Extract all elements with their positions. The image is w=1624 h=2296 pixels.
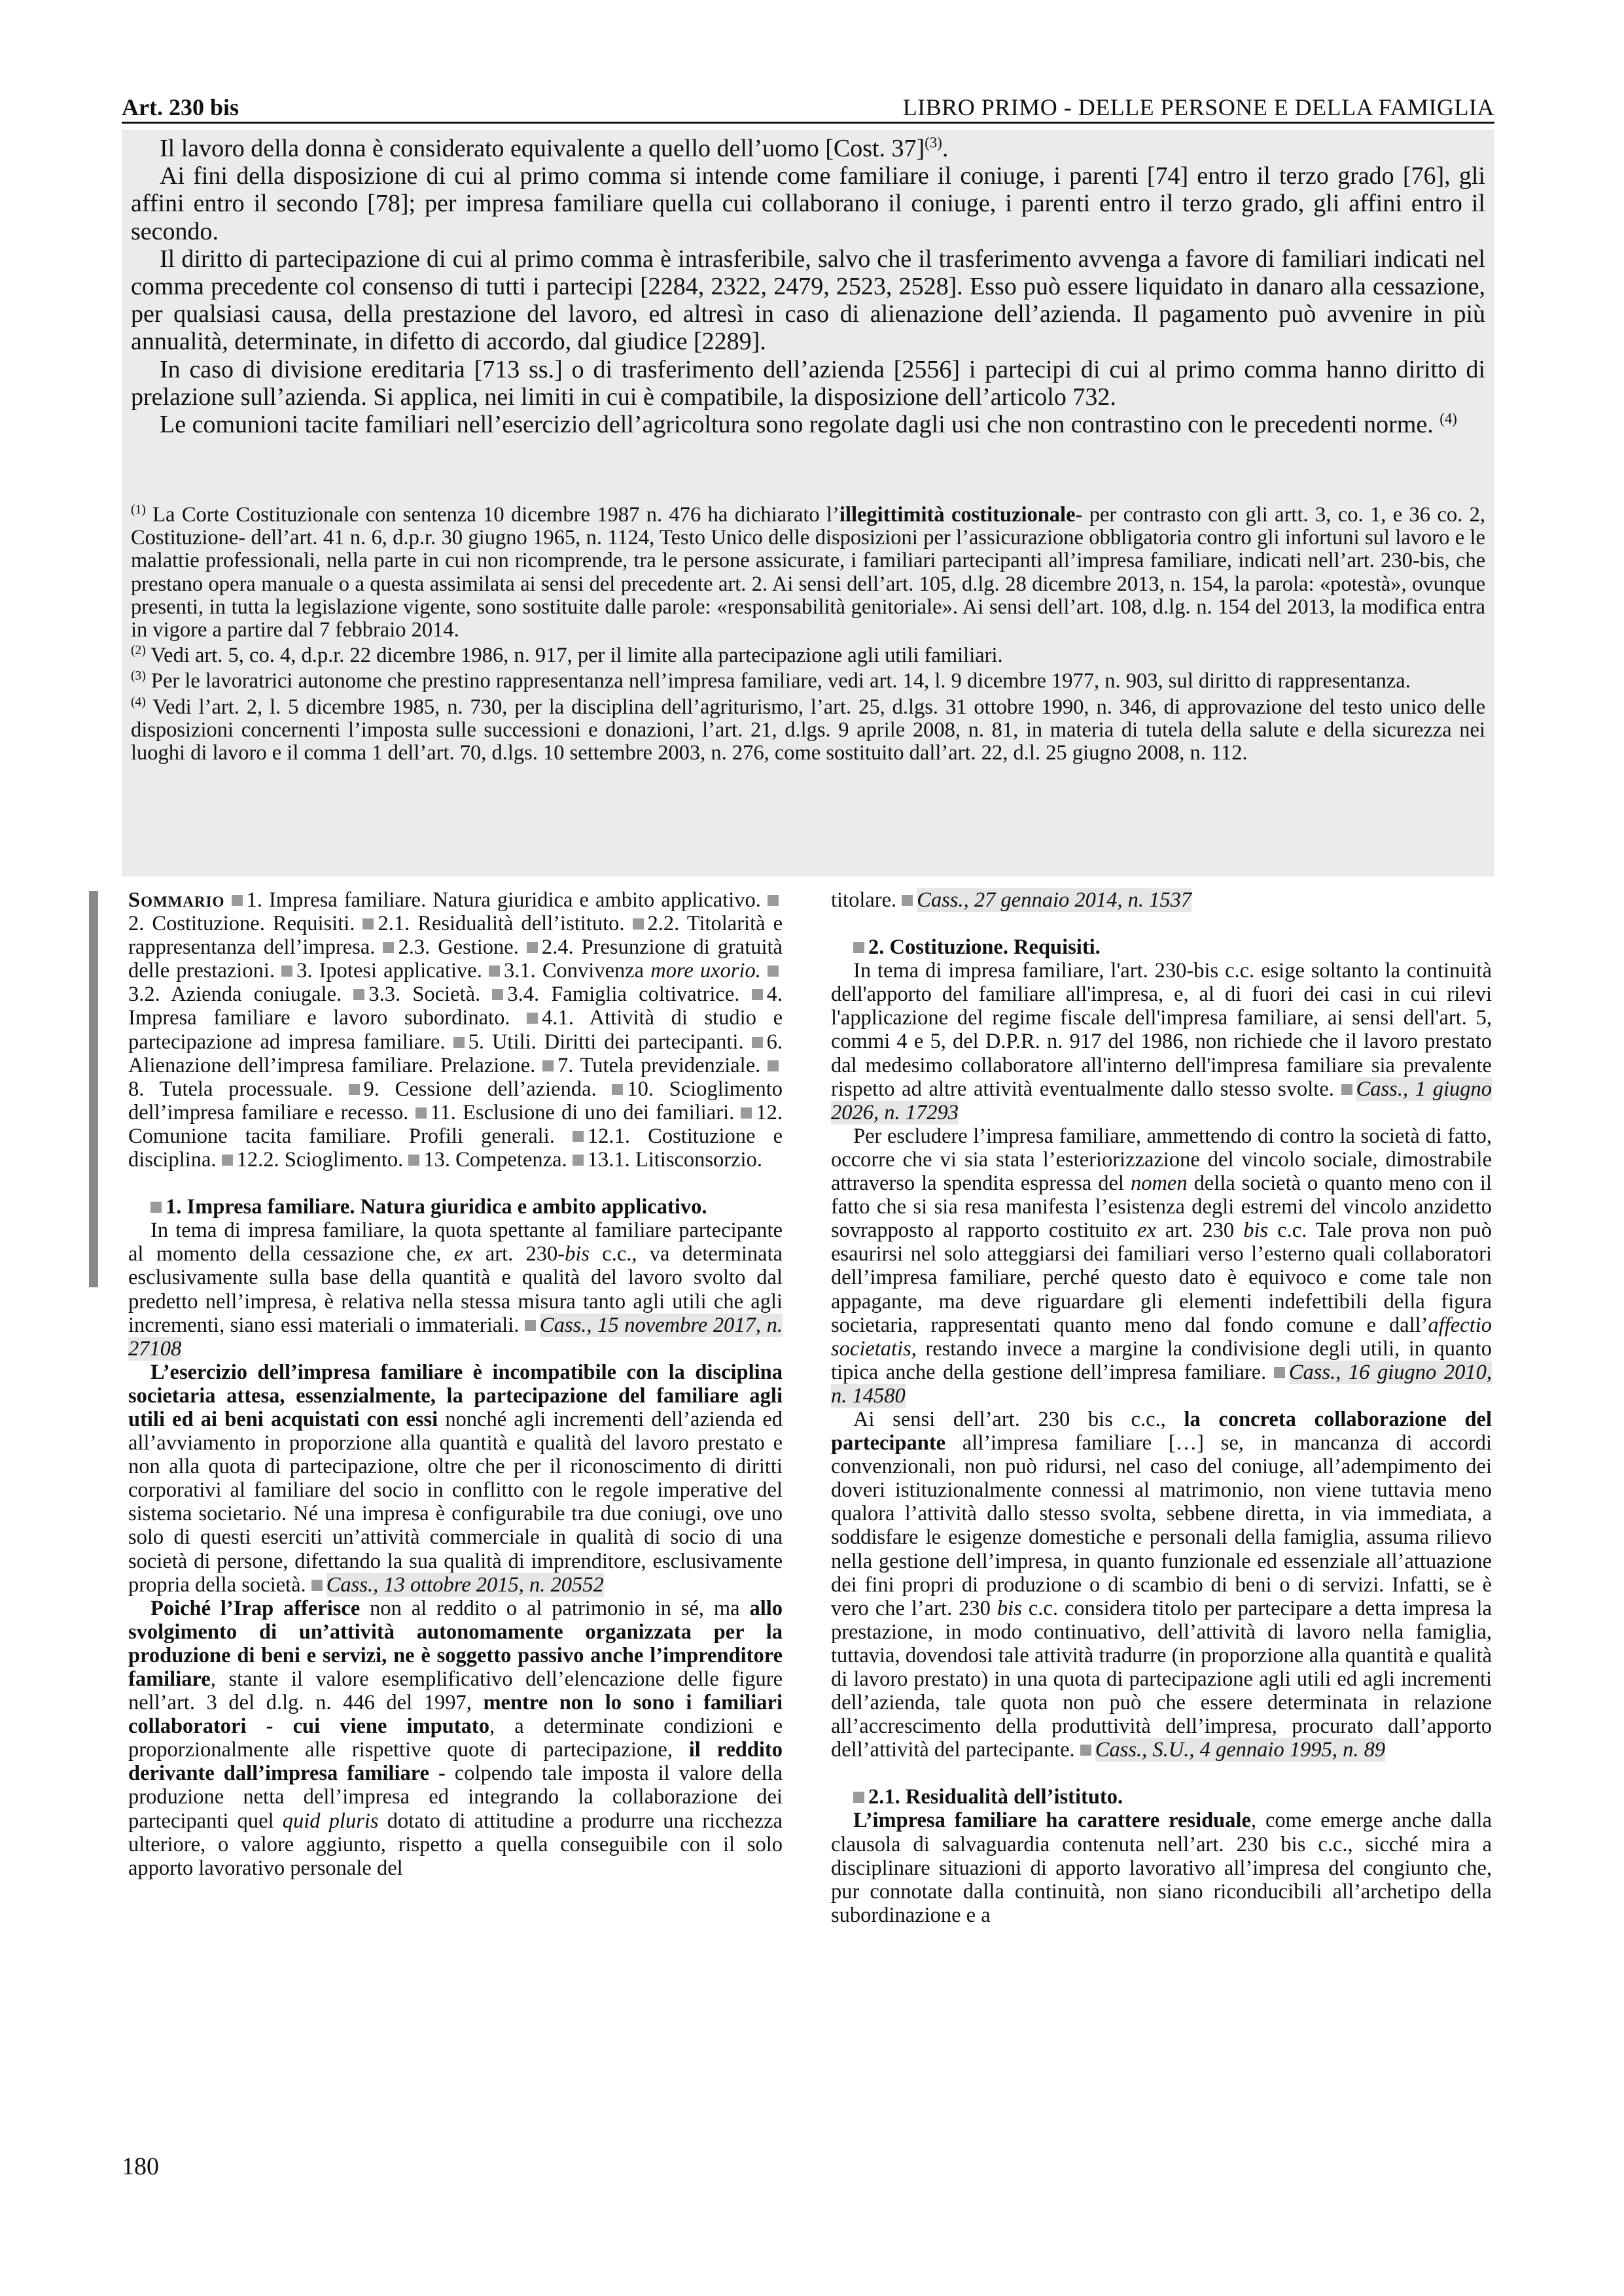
sommario-item[interactable]: 12.2. Scioglimento. [236,1148,404,1172]
sommario-marker-icon [573,1155,584,1166]
sommario-marker-icon [232,895,243,906]
sommario-item[interactable]: 2. Costituzione. Requisiti. [128,912,355,936]
paragraph: In tema di impresa familiare, l'art. 230-bis c.c. esige soltanto la continuità dell'apporto del familiare all'impresa, e, al di fuori dei casi in cui rilevi l'applicazione del regime fiscale dell'impresa familiare, ai sensi dell'art. 5, commi 4 e 5, del D.P.R. n. 917 del 1986, non richiede che il lavoro prestato dal medesimo collaboratore all'interno dell'impresa familiare sia prevalente rispetto ad altre attività eventualmente dallo stesso svolte. Cass., 1 giugno 2026, n. 17293 [831,959,1492,1124]
citation: Cass., 15 novembre 2017, n. 27108 [128,1313,783,1361]
sommario-label: Sommario [128,888,225,912]
sommario-item[interactable]: 13. Competenza. [423,1148,567,1172]
sommario-marker-icon [362,918,374,930]
citation-marker-icon [525,1320,536,1331]
paragraph: In tema di impresa familiare, la quota spettante al familiare partecipante al momento della cessazione che, ex art. 230-bis c.c., va determinata esclusivamente sulla base della quantità e qualità del lavoro svolto dal predetto nell’impresa, è relativa nella stessa misura tanto agli utili che agli incrementi, siano essi materiali o immateriali. Cass., 15 novembre 2017, n. 27108 [128,1219,783,1361]
sommario-marker-icon [741,1107,752,1119]
footnote: $^{(4)}$ Vedi l’art. 2, l. 5 dicembre 1985, n. 730, per la disciplina dell’agriturismo, l’art. 25, d.lgs. 31 ottobre 1990, n. 346, di approvazione del testo unico delle disposizioni concernenti l’imposta sulle successioni e donazioni, l’art. 21, d.lgs. 9 aprile 2008, n. 81, in materia di tutela della salute e della sicurezza nei luoghi di lavoro e il comma 1 dell’art. 70, d.lgs. 10 settembre 2003, n. 276, come sostituito dall’art. 22, d.l. 25 giugno 2008, n. 112. [131,695,1485,765]
footnote: $^{(1)}$ La Corte Costituzionale con sentenza 10 dicembre 1987 n. 476 ha dichiarato l’illegittimità costituzionale- per contrasto con gli artt. 3, co. 1, e 36 co. 2, Costituzione- dell’art. 41 n. 6, d.p.r. 30 giugno 1965, n. 1124, Testo Unico delle disposizioni per l’assicurazione obbligatoria contro gli infortuni sul lavoro e le malattie professionali, nella parte in cui non ricomprende, tra le persone assicurate, i familiari partecipanti all’impresa familiare, indicati nell’art. 230-bis, che prestano opera manuale o a questa assimilata ai sensi del precedente art. 2. Ai sensi dell’art. 105, d.lg. 28 dicembre 2013, n. 154, la parola: «potestà», ovunque presenti, in tutta la legislazione vigente, sono sostituite dalle parole: «responsabilità genitoriale». Ai sensi dell’art. 108, d.lg. n. 154 del 2013, la modifica entra in vigore a partire dal 7 febbraio 2014. [131,503,1486,642]
book-title: LIBRO PRIMO - DELLE PERSONE E DELLA FAMIGLIA [902,94,1494,120]
sommario-item[interactable]: 5. Utili. Diritti dei partecipanti. [468,1030,744,1054]
sommario-item[interactable]: 3.4. Famiglia coltivatrice. [507,983,740,1007]
right-column [831,888,1492,1927]
article-paragraph: Ai fini della disposizione di cui al primo comma si intende come familiare il coniuge, i parenti [74] entro il terzo grado [76], gli affini entro il secondo [78]; per impresa familiare quella cui collaborano il coniuge, i parenti entro il terzo grado, gli affini entro il secondo. [131,162,1485,245]
section-marker-icon [853,942,864,953]
citation-marker-icon [1080,1745,1091,1756]
paragraph: Per escludere l’impresa familiare, ammettendo di contro la società di fatto, occorre che vi sia stata l’esteriorizzazione del vincolo sociale, dimostrabile attraverso la spendita espressa del nomen della società o quanto meno con il fatto che si sia resa manifesta l’esistenza degli estremi del vincolo anzidetto sovrapposto al rapporto costituito ex art. 230 bis c.c. Tale prova non può esaurirsi nel solo atteggiarsi dei familiari verso l’esterno quali collaboratori dell’impresa familiare, perché questo dato è equivoco e come tale non appagante, ma deve riguardare gli elementi indefettibili della figura societaria, rappresentati quanto meno dal fondo comune e dall’affectio societatis, restando invece a margine la condivisione degli utili, in quanto tipica anche della gestione dell’impresa familiare. Cass., 16 giugno 2010, n. 14580 [831,1124,1492,1408]
sommario-marker-icon [542,1060,554,1071]
sommario: Sommario 1. Impresa familiare. Natura giuridica e ambito applicativo. 2. Costituzione. Requisiti. 2.1. Residualità dell’istituto. 2.2. Titolarità e rappresentanza dell’impresa. 2.3. Gestione. 2.4. Presunzione di gratuità delle prestazioni. 3. Ipotesi applicative. 3.1. Convivenza more uxorio. 3.2. Azienda coniugale. 3.3. Società. 3.4. Famiglia coltivatrice. 4. Impresa familiare e lavoro subordinato. 4.1. Attività di studio e partecipazione ad impresa familiare. 5. Utili. Diritti dei partecipanti. 6. Alienazione dell’impresa familiare. Prelazione. 7. Tutela previdenziale. 8. Tutela processuale. 9. Cessione dell’azienda. 10. Scioglimento dell’impresa familiare e recesso. 11. Esclusione di uno dei familiari. 12. Comunione tacita familiare. Profili generali. 12.1. Costituzione e disciplina. 12.2. Scioglimento. 13. Competenza. 13.1. Litisconsorzio. [128,888,783,1172]
citation: Cass., 27 gennaio 2014, n. 1537 [917,888,1192,912]
article-text [131,135,1485,438]
section-marker-icon [150,1202,162,1213]
sommario-item[interactable]: 8. Tutela processuale. [128,1077,333,1101]
paragraph: L’impresa familiare ha carattere residuale, come emerge anche dalla clausola di salvaguardia contenuta nell’art. 230 bis c.c., sicché mira a disciplinare situazioni di apporto lavorativo all’impresa del congiunto che, pur connotate dalla continuità, non siano riconducibili all’archetipo della subordinazione e a [831,1809,1492,1927]
sommario-marker-icon [527,942,538,953]
paragraph: titolare. Cass., 27 gennaio 2014, n. 1537 [831,888,1192,912]
sommario-marker-icon [573,1131,584,1142]
sommario-marker-icon [489,965,500,977]
citation: Cass., S.U., 4 gennaio 1995, n. 89 [1095,1738,1386,1762]
paragraph: Poiché l’Irap afferisce non al reddito o al patrimonio in sé, ma allo svolgimento di un’attività autonomamente organizzata per la produzione di beni e servizi, ne è soggetto passivo anche l’imprenditore familiare, stante il valore esemplificativo dell’elencazione delle figure nell’art. 3 del d.lg. n. 446 del 1997, mentre non lo sono i familiari collaboratori - cui viene imputato, a determinate condizioni e proporzionalmente alle rispettive quote di partecipazione, il reddito derivante dall’impresa familiare - colpendo tale imposta il valore della produzione netta dell’impresa ed integrando la collaborazione dei partecipanti quel quid pluris dotato di attitudine a produrre una ricchezza ulteriore, o valore aggiunto, rispetto a quella conseguibile con il solo apporto lavorativo personale del [128,1596,783,1880]
footnote: $^{(3)}$ Per le lavoratrici autonome che prestino rappresentanza nell’impresa familiare, vedi art. 14, l. 9 dicembre 1977, n. 903, sul diritto di rappresentanza. [131,669,1411,693]
citation: Cass., 16 giugno 2010, n. 14580 [831,1360,1492,1408]
running-header [122,90,1494,124]
section-marker-icon [853,1792,864,1803]
citation: Cass., 1 giugno 2026, n. 17293 [831,1077,1492,1124]
sommario-marker-icon [353,989,364,1000]
section-heading: 2.1. Residualità dell’istituto. [831,1785,1492,1809]
sommario-marker-icon [415,1107,427,1119]
sommario-marker-icon [752,989,763,1000]
paragraph: Ai sensi dell’art. 230 bis c.c., la concreta collaborazione del partecipante all’impresa familiare […] se, in mancanza di accordi convenzionali, non può ridursi, nel caso del coniuge, all’adempimento dei doveri istituzionalmente connessi al matrimonio, non viene tuttavia meno qualora l’attività dallo stesso svolta, sebbene diretta, in via immediata, a soddisfare le esigenze domestiche e personali della famiglia, assuma rilievo nella gestione dell’impresa, in quanto funzionale ed essenziale all’attuazione dei fini propri di produzione o di scambio di beni o di servizi. Infatti, se è vero che l’art. 230 bis c.c. considera titolo per partecipare a detta impresa la prestazione, in modo continuativo, dell’attività di lavoro nella famiglia, tuttavia, dovendosi tale attività tradurre (in proporzione alla quantità e qualità di lavoro prestato) in una quota di partecipazione agli utili ed agli incrementi dell’azienda, tale quota non può che essere determinata in relazione all’accrescimento della produttività dell’impresa, procurato dall’apporto dell’attività del partecipante. Cass., S.U., 4 gennaio 1995, n. 89 [831,1407,1492,1762]
footnote: $^{(2)}$ Vedi art. 5, co. 4, d.p.r. 22 dicembre 1986, n. 917, per il limite alla partecipazione agli utili familiari. [131,644,1003,668]
sommario-item[interactable]: 3.1. Convivenza [504,959,644,983]
sommario-item[interactable]: 11. Esclusione di uno dei familiari. [430,1100,735,1124]
sommario-item[interactable]: 7. Tutela previdenziale. [557,1053,761,1077]
section-heading: 1. Impresa familiare. Natura giuridica e ambito applicativo. [128,1195,783,1219]
article-paragraph: Le comunioni tacite familiari nell’esercizio dell’agricoltura sono regolate dagli usi che non contrastino con le precedenti norme. $^{(4)}$ [160,410,1457,439]
sommario-item[interactable]: 10. Scioglimento dell’impresa familiare e recesso. [128,1077,783,1124]
sommario-item[interactable]: 3.3. Società. [368,983,481,1007]
sommario-item[interactable]: 3.2. Azienda coniugale. [128,983,342,1007]
sommario-marker-icon [281,965,292,977]
sommario-item[interactable]: 2.1. Residualità dell’istituto. [378,912,625,936]
sommario-item[interactable]: 6. Alienazione dell’impresa familiare. Prelazione. [128,1030,783,1077]
sommario-marker-icon [383,942,394,953]
sommario-marker-icon [492,989,503,1000]
citation-marker-icon [902,895,913,906]
sommario-item[interactable]: 4.1. Attività di studio e partecipazione ad impresa familiare. [128,1006,783,1054]
sommario-marker-icon [349,1084,360,1095]
article-number: Art. 230 bis [122,94,239,120]
sommario-item[interactable]: 13.1. Litisconsorzio. [587,1148,762,1172]
footnotes [131,504,1485,767]
sommario-item[interactable]: 12.1. Costituzione e disciplina. [128,1124,783,1172]
sommario-item[interactable]: 12. Comunione tacita familiare. Profili generali. [128,1100,783,1148]
sommario-marker-icon [408,1155,419,1166]
citation-marker-icon [311,1580,323,1591]
sommario-marker-icon [222,1155,233,1166]
sommario-item[interactable]: 2.3. Gestione. [398,935,519,960]
paragraph: L’esercizio dell’impresa familiare è incompatibile con la disciplina societaria attesa, essenzialmente, la partecipazione del familiare agli utili ed ai beni acquistati con essi nonché agli incrementi dell’azienda ed all’avviamento in proporzione alla quantità e qualità del lavoro prestato e non alla quota di partecipazione, oltre che per il riconoscimento di diritti corporativi al familiare del socio in conflitto con le regole imperative del sistema societario. Né una impresa è configurabile tra due coniugi, ove uno solo di questi eserciti un’attività commerciale in qualità di socio di una società di persone, difettando la sua qualità di imprenditore, esclusivamente propria della società. Cass., 13 ottobre 2015, n. 20552 [128,1360,783,1597]
sommario-marker-icon [768,1060,779,1071]
article-paragraph: Il lavoro della donna è considerato equivalente a quello dell’uomo [Cost. 37]$^{(3)}$. [160,134,949,162]
citation-marker-icon [1274,1367,1285,1378]
sommario-item[interactable]: 9. Cessione dell’azienda. [363,1077,597,1101]
sommario-item[interactable]: 3. Ipotesi applicative. [296,959,482,983]
sommario-marker-icon [768,965,779,977]
sommario-bar [89,891,98,1287]
sommario-item[interactable]: 2.2. Titolarità e rappresentanza dell’impresa. [128,912,783,960]
sommario-item[interactable]: 2.4. Presunzione di gratuità delle prestazioni. [128,935,783,983]
sommario-marker-icon [752,1037,763,1048]
sommario-marker-icon [612,1084,623,1095]
sommario-marker-icon [453,1037,465,1048]
sommario-item[interactable]: 4. Impresa familiare e lavoro subordinato. [128,983,783,1030]
article-paragraph: Il diritto di partecipazione di cui al primo comma è intrasferibile, salvo che il trasferimento avvenga a favore di familiari indicati nel comma precedente col consenso di tutti i partecipi [2284, 2322, 2479, 2523, 2528]. Esso può essere liquidato in danaro alla cessazione, per qualsiasi causa, della prestazione del lavoro, ed altresì in caso di alienazione dell’azienda. Il pagamento può avvenire in più annualità, determinate, in difetto di accordo, dal giudice [2289]. [131,245,1485,356]
citation: Cass., 13 ottobre 2015, n. 20552 [326,1573,604,1597]
sommario-item[interactable]: 1. Impresa familiare. Natura giuridica e ambito applicativo. [246,888,761,912]
left-column [128,888,783,1880]
section-heading: 2. Costituzione. Requisiti. [831,935,1492,959]
sommario-marker-icon [633,918,644,930]
article-paragraph: In caso di divisione ereditaria [713 ss.] o di trasferimento dell’azienda [2556] i partecipi di cui al primo comma hanno diritto di prelazione sull’azienda. Si applica, nei limiti in cui è compatibile, la disposizione dell’articolo 732. [131,355,1485,411]
page-number: 180 [122,2153,159,2180]
citation-marker-icon [1341,1084,1352,1095]
sommario-marker-icon [527,1013,538,1024]
sommario-marker-icon [768,895,779,906]
